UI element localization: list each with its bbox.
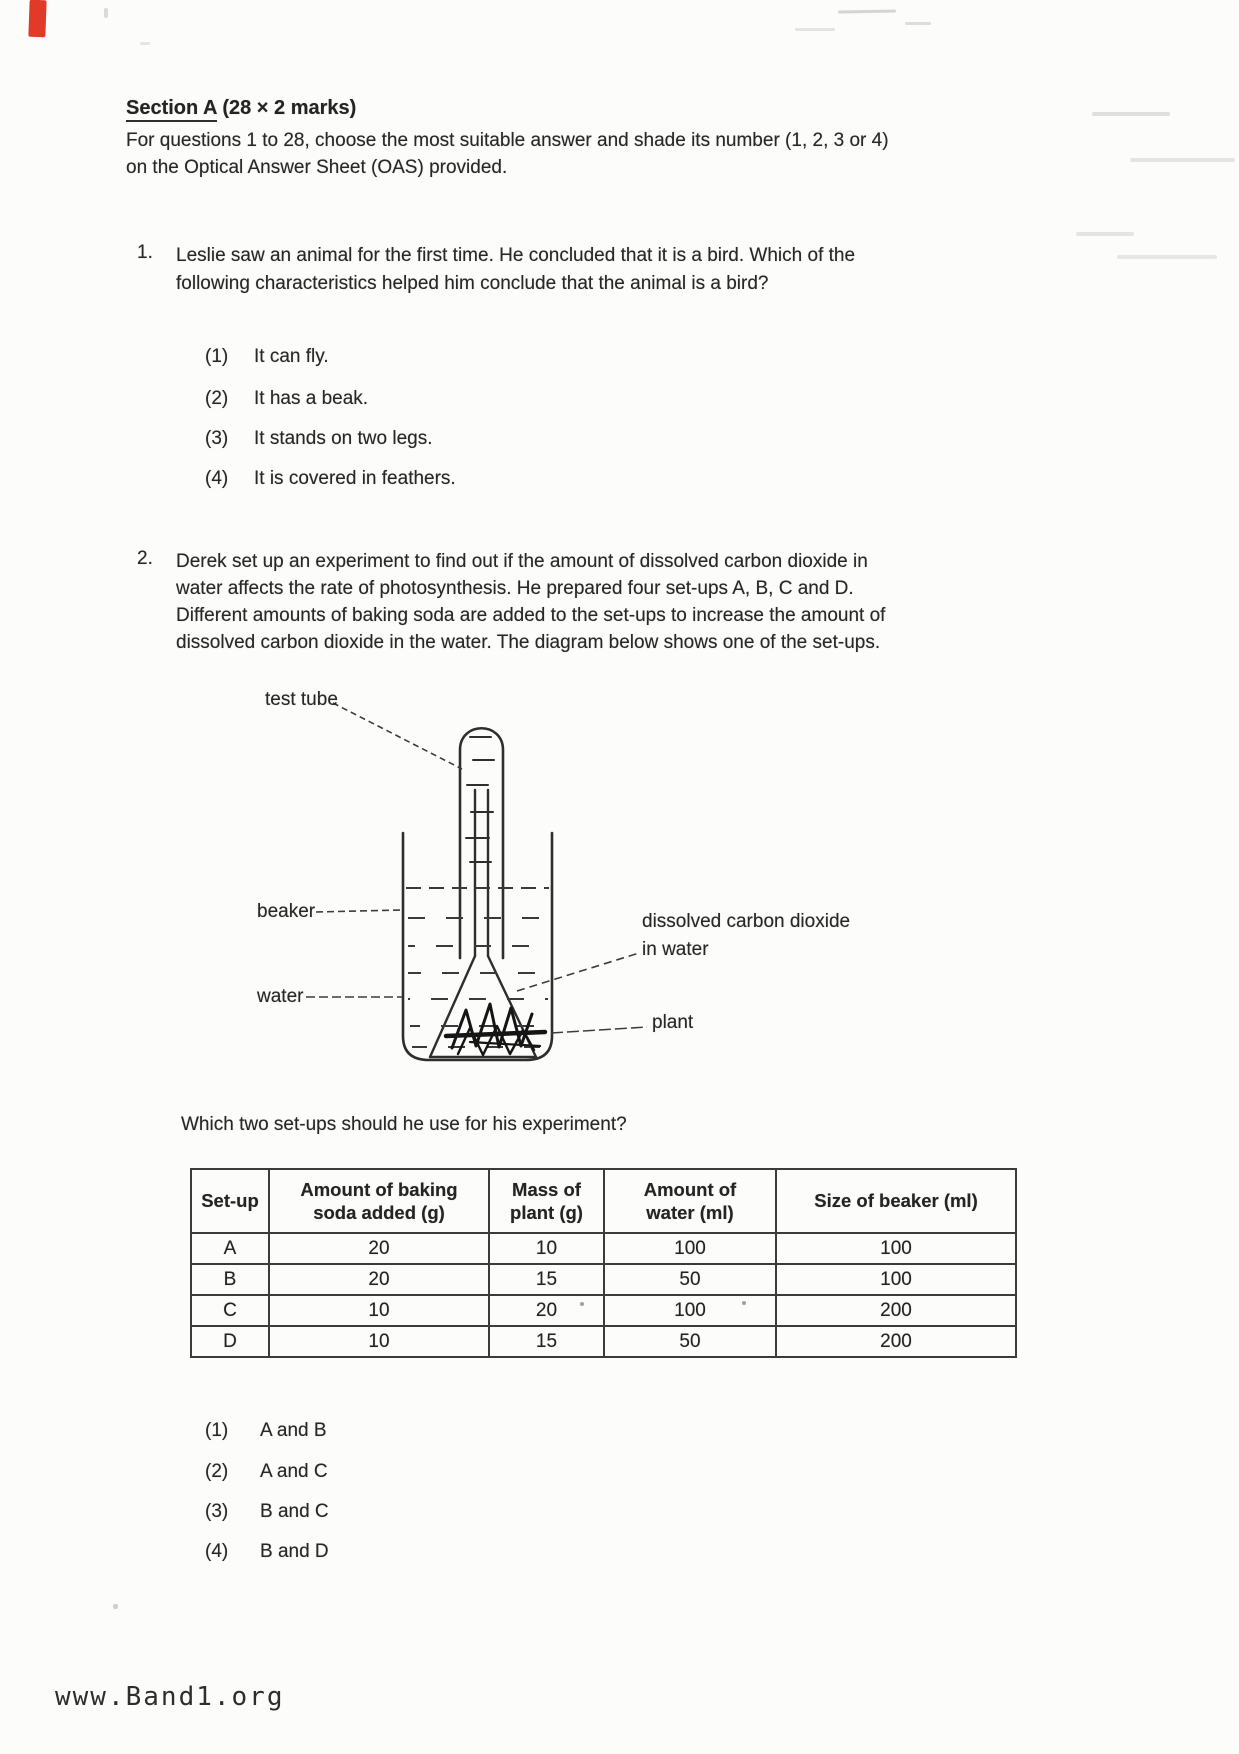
col-header-baking-soda: Amount of baking soda added (g) <box>269 1169 489 1233</box>
cell: 15 <box>489 1326 604 1357</box>
q1-option3-label: It stands on two legs. <box>254 428 433 449</box>
scan-artifact <box>795 28 835 31</box>
test-tube-water-dashes <box>466 737 494 862</box>
test-tube-label: test tube <box>265 689 338 710</box>
q1-option4-label: It is covered in feathers. <box>254 468 456 489</box>
question2-number: 2. <box>137 548 153 569</box>
beaker-label: beaker <box>257 901 316 922</box>
question2-line: Different amounts of baking soda are added to the set-ups to increase the amount of <box>176 605 886 626</box>
cell: 50 <box>604 1326 776 1357</box>
cell: B <box>191 1264 269 1295</box>
q1-option2-label: It has a beak. <box>254 388 369 409</box>
scan-artifact <box>104 8 108 18</box>
q2-option2-num: (2) <box>205 1461 229 1482</box>
q2-option3-label: B and C <box>260 1501 329 1522</box>
q1-option4-num: (4) <box>205 468 229 489</box>
question2-line: water affects the rate of photosynthesis. He prepared four set-ups A, B, C and D. <box>176 578 854 599</box>
cell: C <box>191 1295 269 1326</box>
beaker-drawing <box>403 833 552 1060</box>
table-header-row <box>191 1169 1016 1233</box>
water-label: water <box>257 986 304 1007</box>
cell: 10 <box>269 1295 489 1326</box>
q1-option1-label: It can fly. <box>254 346 329 367</box>
scan-artifact <box>113 1604 118 1609</box>
col-header-mass-plant: Mass of plant (g) <box>489 1169 604 1233</box>
table-row-C <box>191 1295 1016 1326</box>
cell: 20 <box>489 1295 604 1326</box>
question1-text <box>176 242 855 298</box>
red-pen-mark <box>28 0 46 37</box>
co2-leader-line <box>517 953 639 991</box>
cell: 20 <box>269 1233 489 1264</box>
col-header-amount-water: Amount of water (ml) <box>604 1169 776 1233</box>
q2-option4-num: (4) <box>205 1541 229 1562</box>
water-dashes <box>406 888 549 1047</box>
cell: 200 <box>776 1326 1016 1357</box>
setups-table <box>190 1168 1017 1358</box>
cell: D <box>191 1326 269 1357</box>
cell: 100 <box>604 1295 776 1326</box>
dissolved-co2-label <box>642 908 850 964</box>
instruction-line: on the Optical Answer Sheet (OAS) provided. <box>126 157 508 178</box>
q2-option1-label: A and B <box>260 1420 327 1441</box>
plant-label: plant <box>652 1012 694 1033</box>
cell: 100 <box>776 1233 1016 1264</box>
scan-artifact <box>905 22 931 25</box>
question1-line: following characteristics helped him conclude that the animal is a bird? <box>176 273 769 294</box>
beaker-leader-line <box>316 910 402 912</box>
dissolved-co2-label-line1: dissolved carbon dioxide <box>642 911 851 932</box>
col-header-beaker-size: Size of beaker (ml) <box>776 1169 1016 1233</box>
scan-artifact <box>1117 255 1217 259</box>
scan-artifact <box>1130 158 1235 162</box>
funnel-drawing <box>430 790 536 1057</box>
cell: 100 <box>604 1233 776 1264</box>
cell: 50 <box>604 1264 776 1295</box>
cell: 10 <box>489 1233 604 1264</box>
watermark: www.Band1.org <box>55 1682 285 1712</box>
table-row-B <box>191 1264 1016 1295</box>
section-heading-marks: (28 × 2 marks) <box>216 97 357 119</box>
q1-option1-num: (1) <box>205 346 229 367</box>
q1-option2-num: (2) <box>205 388 229 409</box>
col-header-setup: Set-up <box>191 1169 269 1233</box>
cell: 10 <box>269 1326 489 1357</box>
plant-leader-line <box>551 1027 647 1033</box>
dissolved-co2-label-line2: in water <box>642 939 709 960</box>
q2-option4-label: B and D <box>260 1541 329 1562</box>
question2-text <box>176 548 885 656</box>
cell: 15 <box>489 1264 604 1295</box>
scan-artifact <box>1092 112 1170 116</box>
cell: 200 <box>776 1295 1016 1326</box>
section-heading <box>126 97 356 120</box>
q2-sub-question: Which two set-ups should he use for his experiment? <box>181 1114 627 1135</box>
section-heading-title: Section A <box>126 97 217 122</box>
q1-option3-num: (3) <box>205 428 229 449</box>
q2-option3-num: (3) <box>205 1501 229 1522</box>
instruction-line: For questions 1 to 28, choose the most suitable answer and shade its number (1, 2, 3 or 4) <box>126 130 889 151</box>
table-row-D <box>191 1326 1016 1357</box>
q2-option1-num: (1) <box>205 1420 229 1441</box>
cell: 100 <box>776 1264 1016 1295</box>
scan-artifact <box>838 9 896 13</box>
table-row-A <box>191 1233 1016 1264</box>
test-tube-drawing <box>460 728 503 958</box>
cell: A <box>191 1233 269 1264</box>
plant-drawing <box>446 1004 545 1055</box>
scan-artifact <box>140 42 150 45</box>
scan-artifact <box>1076 232 1134 236</box>
test-tube-leader-line <box>333 703 462 769</box>
q2-option2-label: A and C <box>260 1461 328 1482</box>
cell: 20 <box>269 1264 489 1295</box>
question2-line: Derek set up an experiment to find out if the amount of dissolved carbon dioxide in <box>176 551 868 572</box>
question1-number: 1. <box>137 242 153 263</box>
question2-line: dissolved carbon dioxide in the water. The diagram below shows one of the set-ups. <box>176 632 881 653</box>
section-instructions <box>126 127 889 181</box>
question1-line: Leslie saw an animal for the first time. He concluded that it is a bird. Which of the <box>176 245 856 266</box>
